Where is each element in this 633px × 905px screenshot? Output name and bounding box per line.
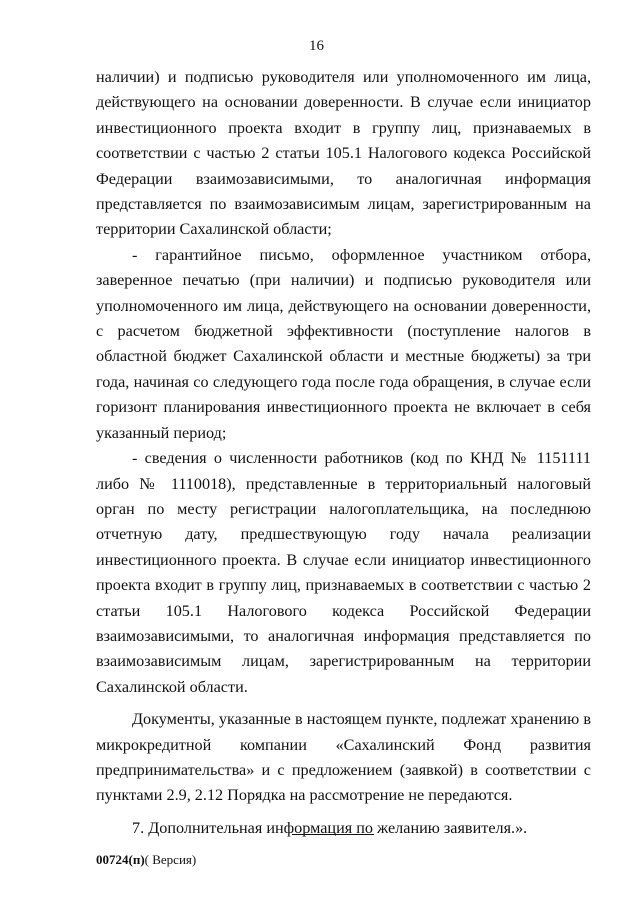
paragraph-employee-count: - сведения о численности работников (код по КНД № 1151111 либо № 1110018), представленные в территориальный налоговый орган по месту регистрации налогоплательщика, на последнюю отчетную дату, предшествующую году начала реализации инвестиционного проекта. В случае если инициатор инвестиционного проекта входит в группу лиц, признаваемых в соответствии с частью 2 статьи 105.1 Налогового кодекса Российской Федерации взаимозависимыми, то аналогичная информация представляется по взаимозависимым лицам, зарегистрированным на территории Сахалинской области. bbox=[96, 449, 591, 696]
paragraph-guarantee-letter: - гарантийное письмо, оформленное участником отбора, заверенное печатью (при наличии) и подписью руководителя или уполномоченного им лица, действующего на основании доверенности, с расчетом бюджетной эффективности (поступление налогов в областной бюджет Сахалинской области и местные бюджеты) за три года, начиная со следующего года после года обращения, в случае если горизонт планирования инвестиционного проекта не включает в себя указанный период; bbox=[96, 245, 591, 442]
paragraph-documents-storage: Документы, указанные в настоящем пункте, подлежат хранению в микрокредитной компании «Сахалинский Фонд развития предпринимательства» и с предложением (заявкой) в соответствии с пунктами 2.9, 2.12 Порядка на рассмотрение не передаются. bbox=[96, 710, 591, 805]
paragraph-additional-info: 7. Дополнительная информация по желанию заявителя.». bbox=[132, 818, 528, 837]
page-number: 16 bbox=[309, 38, 324, 54]
document-body bbox=[96, 65, 591, 841]
paragraph-continuation: наличии) и подписью руководителя или уполномоченного им лица, действующего на основании доверенности. В случае если инициатор инвестиционного проекта входит в группу лиц, признаваемых в соответствии с частью 2 статьи 105.1 Налогового кодекса Российской Федерации взаимозависимыми, то аналогичная информация представляется по взаимозависимым лицам, зарегистрированным на территории Сахалинской области; bbox=[96, 68, 591, 239]
footer-doc-code: 00724(п) bbox=[96, 852, 145, 867]
footer-version: ( Версия) bbox=[144, 852, 197, 867]
separator-line bbox=[292, 834, 374, 835]
footer bbox=[96, 852, 196, 868]
